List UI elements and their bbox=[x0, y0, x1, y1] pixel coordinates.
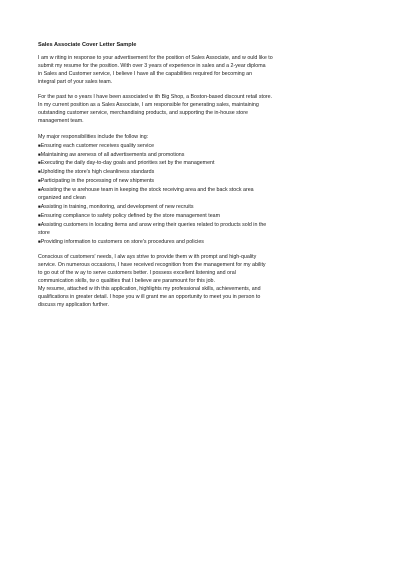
bullet-text: Ensuring each customer receives quality service bbox=[40, 142, 155, 149]
letter-body bbox=[38, 42, 368, 317]
bullet-icon: ■ bbox=[38, 204, 41, 209]
responsibilities-list bbox=[38, 142, 368, 247]
text-line: submit my resume for the position. With over 3 years of experience in sales and a 2-year diploma bbox=[38, 62, 266, 69]
bullet-icon: ■ bbox=[38, 238, 41, 244]
text-line bbox=[38, 238, 368, 247]
list-item bbox=[38, 203, 368, 212]
list-item bbox=[38, 168, 368, 177]
text-line bbox=[38, 151, 368, 160]
list-item bbox=[38, 221, 368, 238]
text-line bbox=[38, 159, 368, 168]
text-line bbox=[38, 177, 368, 186]
text-line bbox=[38, 212, 368, 221]
bullet-text: Ensuring compliance to safety policy defined by the store management team bbox=[40, 212, 221, 219]
text-line bbox=[38, 142, 368, 151]
text-line: In my current position as a Sales Associate, I am responsible for generating sales, maintaining bbox=[38, 102, 259, 109]
bullet-icon: ■ bbox=[38, 221, 41, 227]
paragraph-intro bbox=[38, 55, 368, 87]
text-line: Conscious of customers' needs, I alw ays strive to provide them w ith prompt and high-quality bbox=[38, 254, 257, 261]
text-line: service. On numerous occasions, I have received recognition from the management for my ability bbox=[38, 262, 266, 269]
text-line: management team. bbox=[38, 118, 84, 125]
bullet-icon: ■ bbox=[38, 212, 41, 218]
text-line: communication skills, tw o qualities that I believe are paramount for this job. bbox=[38, 278, 215, 285]
text-line bbox=[38, 186, 368, 195]
bullet-text: Participating in the processing of new shipments bbox=[40, 178, 155, 185]
text-line: outstanding customer service, merchandising products, and supporting the in-house store bbox=[38, 110, 248, 117]
bullet-text: Upholding the store's high cleanliness standards bbox=[40, 169, 155, 176]
text-line: in Sales and Customer service, I believe I have all the capabilities required for becoming an bbox=[38, 70, 253, 77]
text-line: integral part of your sales team. bbox=[38, 78, 113, 85]
responsibilities-intro: My major responsibilities include the follow ing: bbox=[38, 133, 149, 140]
text-line bbox=[38, 168, 368, 177]
text-line bbox=[38, 221, 368, 230]
text-line bbox=[38, 203, 368, 212]
bullet-icon: ■ bbox=[38, 142, 41, 148]
bullet-icon: ■ bbox=[38, 187, 41, 193]
bullet-text: Executing the daily day-to-day goals and priorities set by the management bbox=[40, 160, 215, 167]
paragraph-closing bbox=[38, 254, 368, 309]
list-item bbox=[38, 238, 368, 247]
text-line: organized and clean bbox=[38, 195, 86, 202]
bullet-text: Providing information to customers on store's procedures and policies bbox=[40, 238, 204, 245]
bullet-icon: ■ bbox=[38, 169, 41, 175]
bullet-icon: ■ bbox=[38, 151, 41, 157]
text-line: For the past tw o years I have been associated w ith Big Shop, a Boston-based discount retail store. bbox=[38, 94, 273, 101]
list-item bbox=[38, 142, 368, 151]
text-line: qualifications in greater detail. I hope you w ill grant me an opportunity to meet you in person to bbox=[38, 293, 261, 300]
paragraph-experience bbox=[38, 94, 368, 126]
bullet-text: Assisting customers in locating items and answ ering their queries related to products sold in the bbox=[40, 221, 267, 228]
bullet-text: Maintaining aw areness of all advertisements and promotions bbox=[40, 151, 185, 158]
list-item bbox=[38, 186, 368, 203]
bullet-text: Assisting in training, monitoring, and development of new recruits bbox=[40, 204, 194, 210]
bullet-icon: ■ bbox=[38, 178, 41, 184]
text-line: to go out of the w ay to serve customers better. I possess excellent listening and oral bbox=[38, 270, 236, 277]
letter-title: Sales Associate Cover Letter Sample bbox=[38, 42, 137, 48]
bullet-text: Assisting the w arehouse team in keeping the stock receiving area and the back stock area bbox=[40, 187, 254, 194]
text-line: discuss my application further. bbox=[38, 301, 109, 308]
list-item bbox=[38, 177, 368, 186]
list-item bbox=[38, 159, 368, 168]
text-line: I am w riting in response to your advertisement for the position of Sales Associate, and w ould like to bbox=[38, 54, 273, 61]
list-item bbox=[38, 151, 368, 160]
list-item bbox=[38, 212, 368, 221]
bullet-icon: ■ bbox=[38, 160, 41, 166]
text-line: store bbox=[38, 229, 50, 236]
text-line: My resume, attached w ith this application, highlights my professional skills, achievements, and bbox=[38, 285, 261, 292]
